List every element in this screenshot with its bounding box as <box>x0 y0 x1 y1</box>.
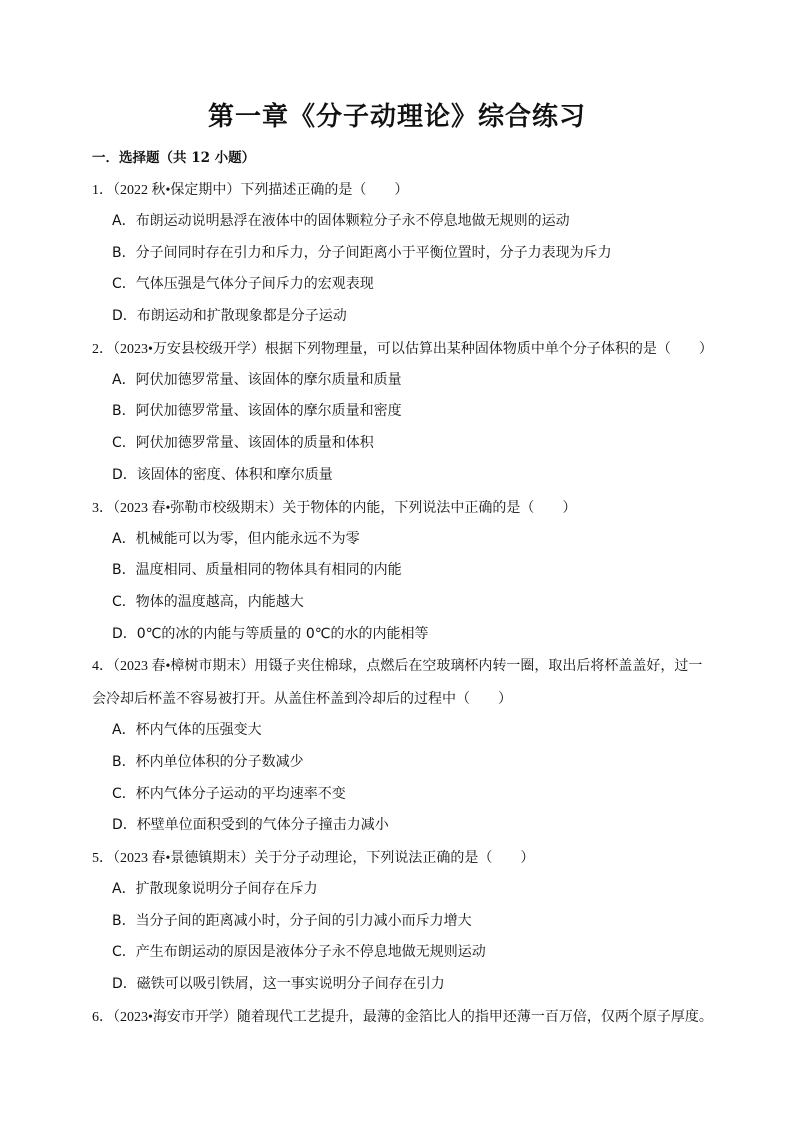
question-text: 下列描述正确的是（ ） <box>240 182 409 198</box>
document-title: 第一章《分子动理论》综合练习 <box>207 102 586 132</box>
question-stem <box>92 1001 713 1033</box>
question-number: 3． <box>92 500 113 516</box>
option-c: C．气体压强是气体分子间斥力的宏观表现 <box>112 276 374 293</box>
question-source: （2023 春•景德镇期末） <box>113 851 255 866</box>
question-6 <box>92 1001 713 1033</box>
question-stem <box>92 650 708 715</box>
option-a: A．阿伏加德罗常量、该固体的摩尔质量和质量 <box>112 371 402 388</box>
question-3 <box>92 492 708 651</box>
option-b: B．当分子间的距离减小时，分子间的引力减小而斥力增大 <box>112 912 472 929</box>
option-d: D．杯壁单位面积受到的气体分子撞击力减小 <box>112 817 389 834</box>
option-b: B．温度相同、质量相同的物体具有相同的内能 <box>112 562 402 579</box>
question-text: 关于分子动理论，下列说法正确的是（ ） <box>254 850 535 866</box>
question-number: 6． <box>92 1009 113 1025</box>
question-number: 2． <box>92 341 113 357</box>
question-2 <box>92 333 713 492</box>
option-a: A．扩散现象说明分子间存在斥力 <box>112 881 318 897</box>
question-stem <box>92 492 708 524</box>
question-number: 5． <box>92 851 113 866</box>
question-stem <box>92 842 708 874</box>
option-a: A．机械能可以为零，但内能永远不为零 <box>112 530 360 547</box>
question-text: 用镊子夹住棉球，点燃后在空玻璃杯内转一圈，取出后将杯盖盖好，过一会冷却后杯盖不容易被打开。从盖住杯盖到冷却后的过程中（ ） <box>92 658 703 708</box>
option-d: D．磁铁可以吸引铁屑，这一事实说明分子间存在引力 <box>112 976 445 993</box>
question-number: 1． <box>92 183 113 198</box>
question-source: （2023•万安县校级开学） <box>113 341 265 357</box>
question-list <box>92 174 713 1033</box>
question-text: 根据下列物理量，可以估算出某种固体物质中单个分子体积的是（ ） <box>264 340 713 357</box>
question-stem <box>92 174 708 206</box>
question-text: 随着现代工艺提升，最薄的金箔比人的指甲还薄一百万倍，仅两个原子厚度。 <box>236 1008 713 1025</box>
section-heading: 一．选择题（共 12 小题） <box>92 150 256 166</box>
question-source: （2022 秋•保定期中） <box>113 183 241 198</box>
question-number: 4． <box>92 659 113 675</box>
option-b: B．分子间同时存在引力和斥力，分子间距离小于平衡位置时，分子力表现为斥力 <box>112 244 612 261</box>
question-source: （2023 春•樟树市期末） <box>113 659 255 675</box>
option-b: B．杯内单位体积的分子数减少 <box>112 753 304 770</box>
option-d: D．布朗运动和扩散现象都是分子运动 <box>112 308 347 325</box>
option-c: C．杯内气体分子运动的平均速率不变 <box>112 785 346 802</box>
option-a: A．杯内气体的压强变大 <box>112 722 262 739</box>
option-c: C．阿伏加德罗常量、该固体的质量和体积 <box>112 435 374 452</box>
option-c: C．产生布朗运动的原因是液体分子永不停息地做无规则运动 <box>112 944 486 961</box>
question-1 <box>92 174 708 333</box>
question-source: （2023 春•弥勒市校级期末） <box>113 500 283 516</box>
option-d: D．该固体的密度、体积和摩尔质量 <box>112 466 333 483</box>
question-text: 关于物体的内能，下列说法中正确的是（ ） <box>282 499 577 516</box>
question-stem <box>92 333 713 365</box>
question-5 <box>92 842 708 1001</box>
option-c: C．物体的温度越高，内能越大 <box>112 593 304 610</box>
option-b: B．阿伏加德罗常量、该固体的摩尔质量和密度 <box>112 403 402 420</box>
question-source: （2023•海安市开学） <box>113 1009 237 1025</box>
option-d: D．0℃的冰的内能与等质量的 0℃的水的内能相等 <box>112 625 429 642</box>
question-4 <box>92 650 708 842</box>
option-a: A．布朗运动说明悬浮在液体中的固体颗粒分子永不停息地做无规则的运动 <box>112 213 570 229</box>
